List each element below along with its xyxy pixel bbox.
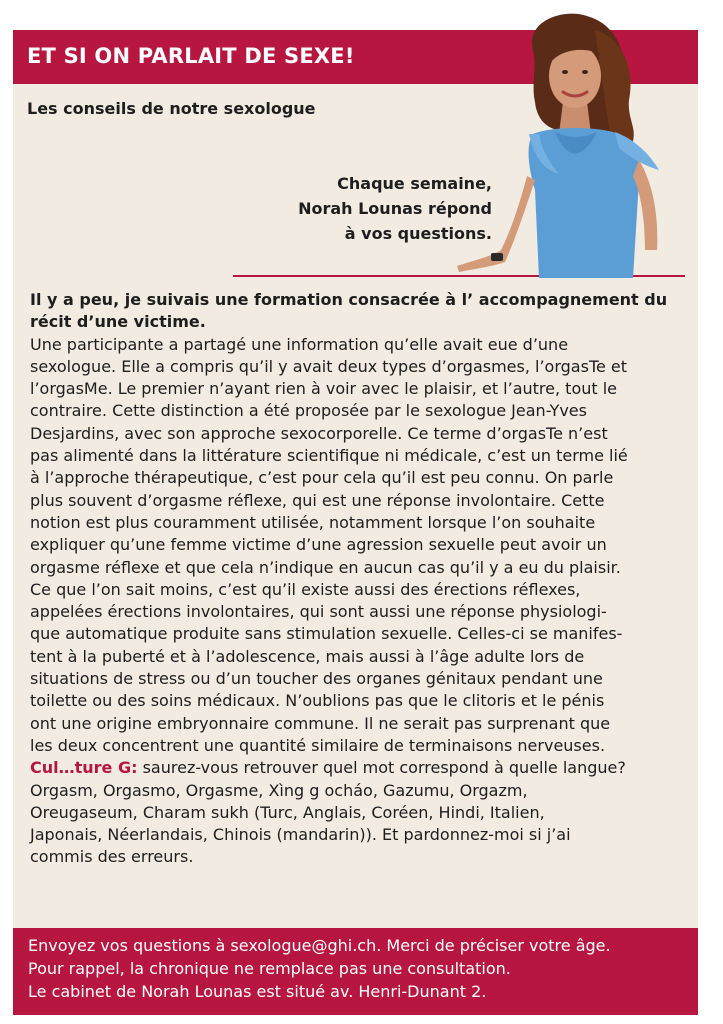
culture-line [30,757,692,779]
footer-line: Le cabinet de Norah Lounas est situé av. Henri-Dunant 2. [28,982,487,1001]
body-line: contraire. Cette distinction a été proposée par le sexologue Jean-Yves [30,401,587,421]
body-line: Une participante a partagé une information qu’elle avait eue d’une [30,334,569,354]
culture-question: saurez-vous retrouver quel mot correspond à quelle langue? [137,758,626,778]
body-line: plus souvent d’orgasme réflexe, qui est une réponse involontaire. Cette [30,490,605,510]
culture-label: Cul…ture G: [30,758,138,778]
body-line: notion est plus couramment utilisée, notamment lorsque l’on souhaite [30,512,596,532]
body-line: que automatique produite sans stimulation sexuelle. Celles-ci se manifes- [30,624,623,644]
intro-line: Chaque semaine, [337,174,492,193]
footer-line: Pour rappel, la chronique ne remplace pas une consultation. [28,959,511,978]
intro-line: Norah Lounas répond [298,199,492,218]
body-line: Ce que l’on sait moins, c’est qu’il existe aussi des érections réflexes, [30,579,581,599]
body-line: les deux concentrent une quantité similaire de terminaisons nerveuses. [30,735,606,755]
article-body [30,289,692,869]
footer-line: Envoyez vos questions à sexologue@ghi.ch. Merci de préciser votre âge. [28,936,611,955]
column-subtitle: Les conseils de notre sexologue [27,99,316,118]
body-line: situations de stress ou d’un toucher des organes génitaux pendant une [30,669,603,689]
body-line: sexologue. Elle a compris qu’il y avait deux types d’orgasmes, l’orgasTe et [30,356,628,376]
body-line: toilette ou des soins médicaux. N’oublions pas que le clitoris et le pénis [30,691,605,711]
intro-line: à vos questions. [344,224,492,243]
lead-line: récit d’une victime. [30,312,206,332]
lead-line: Il y a peu, je suivais une formation consacrée à l’ accompagnement du [30,290,668,309]
body-line: ont une origine embryonnaire commune. Il ne serait pas surprenant que [30,713,611,733]
body-line: expliquer qu’une femme victime d’une agression sexuelle peut avoir un [30,535,607,555]
body-line: à l’approche thérapeutique, c’est pour cela qu’il est peu connu. On parle [30,468,614,488]
body-line: orgasme réflexe et que cela n’indique en aucun cas qu’il y a eu du plaisir. [30,557,621,577]
culture-line: commis des erreurs. [30,847,194,867]
body-line: tent à la puberté et à l’adolescence, mais aussi à l’âge adulte lors de [30,646,585,666]
body-line: l’orgasMe. Le premier n’ayant rien à voir avec le plaisir, et l’autre, tout le [30,379,618,399]
body-line: Desjardins, avec son approche sexocorporelle. Ce terme d’orgasTe n’est [30,423,608,443]
culture-line: Oreugaseum, Charam sukh (Turc, Anglais, Coréen, Hindi, Italien, [30,802,545,822]
culture-line: Japonais, Néerlandais, Chinois (mandarin)). Et pardonnez-moi si j’ai [30,825,571,845]
footer-text [28,934,611,1003]
body-line: appelées érections involontaires, qui sont aussi une réponse physiologi- [30,602,607,622]
column-title: ET SI ON PARLAIT DE SEXE! [27,44,355,68]
culture-line: Orgasm, Orgasmo, Orgasme, Xìng g ocháo, Gazumu, Orgazm, [30,780,528,800]
body-line: pas alimenté dans la littérature scientifique ni médicale, c’est un terme lié [30,446,628,466]
author-portrait [455,10,698,278]
